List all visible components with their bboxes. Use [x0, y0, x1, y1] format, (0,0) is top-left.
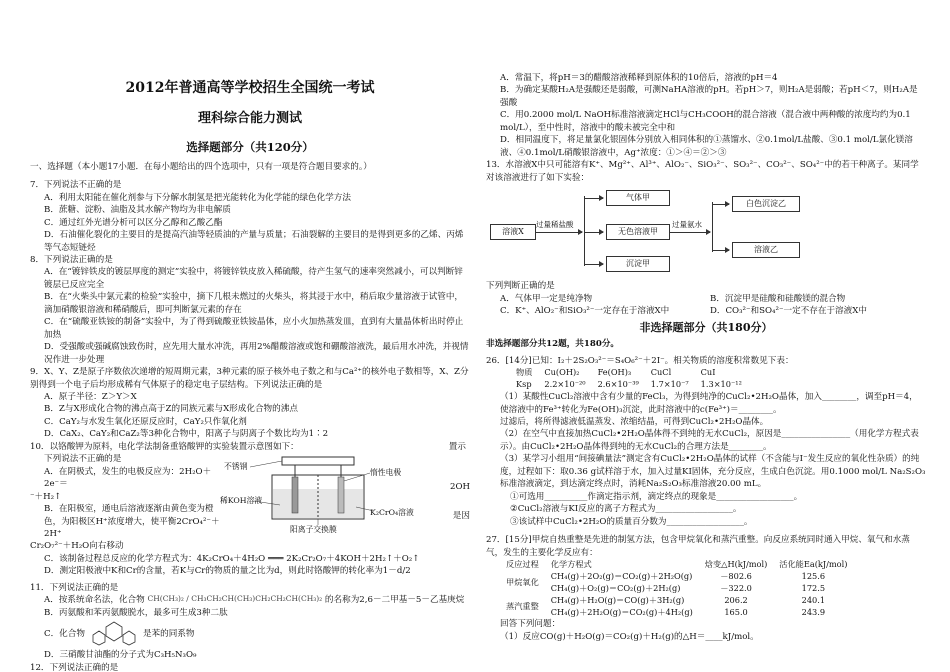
- ksp-cell: 1.7×10⁻⁷: [650, 379, 689, 390]
- q9-stem: 9．X、Y、Z是原子序数依次递增的短周期元素，3种元素的原子核外电子数之和与Ca²⁺的核外电子数相等，X、Z分别得到一个电子后均形成稀有气体原子的稳定电子层结构。下列说法正确的是: [30, 367, 469, 390]
- q13-option-b: B．沉淀甲是硅酸和硅酸镁的混合物: [710, 293, 846, 304]
- q13-question: 下列判断正确的是: [486, 281, 555, 292]
- cell-label-left-solution: 稀KOH溶液: [220, 496, 263, 506]
- ksp-table-header: [510, 367, 748, 379]
- q12-option-d: D．相同温度下，将足量氯化银固体分别放入相同体积的①蒸馏水、②0.1mol/L盐酸、③0.1 mol/L氯化镁溶液、④0.1mol/L硝酸银溶液中，Ag⁺浓度：①＞④＝②＞③: [500, 135, 913, 158]
- ksp-table: [510, 367, 748, 391]
- q8-option-a: A．在“镀锌铁皮的镀层厚度的测定”实验中，将镀锌铁皮放入稀硫酸，待产生氢气的速率突然减小，可以判断锌镀层已反应完全: [44, 267, 463, 290]
- q9-option-c: C．CaY₂与水发生氧化还原反应时，CaY₂只作氧化剂: [44, 416, 247, 427]
- ksp-header-cell: 物质: [516, 367, 533, 378]
- flow-arrow-gas: [585, 198, 603, 199]
- q10-stem: 10．以铬酸钾为原料，电化学法制备重铬酸钾的实验装置示意图如下：: [30, 441, 299, 452]
- flow-box-colorless-solution: 无色溶液甲: [606, 224, 670, 240]
- section-nonchoice-note: 非选择题部分共12题，共180分。: [486, 339, 620, 350]
- q9-option-a: A．原子半径：Z＞Y＞X: [44, 391, 137, 402]
- reaction-table-row: [500, 583, 853, 595]
- q13-option-c: C．K⁺、AlO₂⁻和SiO₃²⁻一定存在于溶液X中: [500, 305, 670, 316]
- q10-option-b-cont: Cr₂O₇²⁻＋H₂O向右移动: [30, 541, 124, 552]
- q9-option-b: B．Z与X形成化合物的沸点高于Z的同族元素与X形成化合物的沸点: [44, 404, 298, 415]
- q8-option-d: D．受强酸或强碱腐蚀致伤时，应先用大量水冲洗，再用2%醋酸溶液或饱和硼酸溶液洗，最后用水冲洗，并视情况作进一步处理: [44, 342, 469, 365]
- q10-overflow-3: 是因: [452, 510, 470, 521]
- q13-options-row-2: [486, 305, 926, 317]
- q12-stem: 12．下列说法正确的是: [30, 662, 119, 672]
- flow-branch-line: [584, 196, 585, 266]
- flow-arrow-2-label: 过量氨水: [672, 220, 702, 230]
- q10-option-a-cont: ⁻＋H₂↑: [30, 491, 62, 502]
- q26-part-1: （1）某酸性CuCl₂溶液中含有少量的FeCl₃，为得到纯净的CuCl₂•2H₂O晶体，加入________，调至pH＝4，使溶液中的Fe³⁺转化为Fe(OH)₃沉淀，此时溶液中的c(Fe³⁺)＝________。: [500, 392, 918, 415]
- q11-option-d: D．三硝酸甘油酯的分子式为C₃H₅N₃O₉: [44, 650, 197, 661]
- flow-arrow-2: [670, 232, 710, 233]
- rxn-equation: CH₄(g)＋2O₂(g)＝CO₂(g)＋2H₂O(g): [550, 570, 693, 581]
- cell-label-membrane: 阳离子交换膜: [290, 525, 337, 535]
- q13-option-d: D．CO₃²⁻和SO₄²⁻一定不存在于溶液X中: [710, 305, 867, 316]
- q13-stem: 13．水溶液X中只可能溶有K⁺、Mg²⁺、Al³⁺、AlO₂⁻、SiO₃²⁻、SO₃²⁻、CO₃²⁻、SO₄²⁻中的若干种离子。某同学对该溶液进行了如下实验：: [486, 160, 919, 183]
- q26-part-3b: ②CuCl₂溶液与KI反应的离子方程式为__________________。: [510, 504, 742, 515]
- q11-option-c-text-2: 是苯的同系物: [142, 628, 195, 639]
- ksp-cell: 2.2×10⁻²⁰: [544, 379, 586, 390]
- q11-molecule-formula: CH(CH₃)₂ / CH₃CH₂CH(CH₃)CH₂CH₂CH(CH₃)₂: [147, 594, 323, 604]
- rxn-header-cell: 焓变△H(kJ/mol): [704, 558, 768, 569]
- flow-arrow-precipitate: [585, 264, 603, 265]
- q8-stem: 8．下列说法正确的是: [30, 254, 113, 265]
- rxn-equation: CH₄(g)＋H₂O(g)＝CO(g)＋3H₂(g): [550, 594, 685, 605]
- rxn-group-label: 甲烷氧化: [506, 576, 539, 587]
- q11-option-c-text: C．化合物: [44, 628, 85, 639]
- exam-title: 2012年普通高等学校招生全国统一考试: [125, 80, 375, 96]
- rxn-header-cell: 化学方程式: [550, 558, 592, 569]
- q9-option-d: D．CaX₂、CaY₂和CaZ₂等3种化合物中，阳离子与阴离子个数比均为1∶2: [44, 429, 329, 440]
- reaction-table-row: [500, 595, 853, 607]
- cell-label-right-electrode: 惰性电极: [370, 468, 402, 478]
- q11-option-b: B．丙氨酸和苯丙氨酸脱水，最多可生成3种二肽: [44, 607, 228, 618]
- q27-stem: 27．[15分]甲烷自热重整是先进的制氢方法，包含甲烷氧化和蒸汽重整。向反应系统同时通入甲烷、氧气和水蒸气，发生的主要化学反应有：: [486, 535, 910, 558]
- flow-arrow-1: [536, 232, 582, 233]
- exam-subtitle: 理科综合能力测试: [197, 111, 302, 127]
- q12-option-a: A．常温下，将pH＝3的醋酸溶液稀释到原体积的10倍后，溶液的pH＝4: [500, 73, 778, 83]
- rxn-activation: 172.5: [801, 582, 826, 593]
- q7-option-c: C．通过红外光谱分析可以区分乙醇和乙酸乙酯: [44, 217, 223, 228]
- q8-option-b: B．在“火柴头中氯元素的检验”实验中，摘下几根未燃过的火柴头，将其浸于水中，稍后取少量溶液于试管中，滴加硝酸银溶液和稀硝酸后，即可判断氯元素的存在: [44, 292, 464, 315]
- flow-box-solution-b: 溶液乙: [732, 242, 800, 258]
- q13-option-a: A．气体甲一定是纯净物: [500, 293, 593, 304]
- rxn-enthalpy: －322.0: [720, 582, 752, 593]
- reaction-table-row: [500, 607, 853, 619]
- q10-overflow-2: 2OH: [449, 482, 470, 493]
- q8-option-c: C．在“硫酸亚铁铵的制备”实验中，为了得到硫酸亚铁铵晶体，应小火加热蒸发皿，直到有大量晶体析出时停止加热: [44, 317, 464, 340]
- ksp-header-cell: Cu(OH)₂: [544, 367, 580, 378]
- rxn-group-label: 蒸汽重整: [506, 600, 539, 611]
- q13-flowchart: [486, 186, 926, 278]
- q26-part-2: （2）在空气中直接加热CuCl₂•2H₂O晶体得不到纯的无水CuCl₂，原因是________________（用化学方程式表示）。由CuCl₂•2H₂O晶体得到纯的无水CuCl₂的合理方法是________。: [500, 429, 919, 452]
- reaction-table-header: [500, 559, 853, 571]
- flow-box-gas-a: 气体甲: [606, 190, 670, 206]
- q12-option-c: C．用0.2000 mol/L NaOH标准溶液滴定HCl与CH₃COOH的混合溶液（混合液中两种酸的浓度均约为0.1 mol/L），至中性时，溶液中的酸未被完全中和: [500, 110, 911, 133]
- section-nonchoice-title: 非选择题部分（共180分）: [639, 321, 773, 335]
- flow-arrow-white-ppt: [713, 204, 729, 205]
- q27-answer-prompt: 回答下列问题：: [500, 619, 561, 630]
- flow-arrow-solution-b: [713, 250, 729, 251]
- left-column: [30, 70, 470, 672]
- q26-part-1b: 过滤后，将所得滤液低温蒸发、浓缩结晶，可得到CuCl₂•2H₂O晶体。: [500, 416, 769, 427]
- ksp-header-cell: Fe(OH)₃: [597, 367, 632, 378]
- ksp-header-cell: CuCl: [650, 367, 672, 378]
- q26-stem: 26．[14分]已知：I₂＋2S₂O₃²⁻＝S₄O₆²⁻＋2I⁻。相关物质的溶度积常数见下表：: [486, 355, 794, 366]
- q10-option-d: D．测定阳极液中K和Cr的含量，若K与Cr的物质的量之比为d，则此时铬酸钾的转化率为1－d/2: [44, 566, 411, 577]
- q13-options-row-1: [486, 293, 926, 305]
- reaction-table-row: [500, 571, 853, 583]
- flow-arrow-1-label: 过量稀盐酸: [536, 220, 574, 230]
- right-column: [486, 72, 926, 643]
- q10-question: 下列说法不正确的是: [44, 454, 122, 465]
- flow-branch-line-2: [712, 202, 713, 252]
- q7-option-d: D．石油催化裂化的主要目的是提高汽油等轻质油的产量与质量；石油裂解的主要目的是得到更多的乙烯、丙烯等气态短链烃: [44, 230, 464, 253]
- section-choice-note: 一、选择题（本小题17小题．在每小题给出的四个选项中，只有一项是符合题目要求的。）: [30, 161, 372, 172]
- flow-box-precipitate-a: 沉淀甲: [606, 256, 670, 272]
- q26-part-3c: ③该试样中CuCl₂•2H₂O的质量百分数为__________________。: [510, 516, 753, 527]
- q7-option-b: B．蔗糖、淀粉、油脂及其水解产物均为非电解质: [44, 205, 231, 216]
- rxn-equation: CH₄(g)＋2H₂O(g)＝CO₂(g)＋4H₂(g): [550, 606, 693, 617]
- rxn-header-cell: 反应过程: [506, 558, 539, 569]
- q12-option-b: B．为确定某酸H₂A是强酸还是弱酸，可测NaHA溶液的pH。若pH＞7，则H₂A是弱酸；若pH＜7，则H₂A是强酸: [500, 85, 918, 108]
- reaction-table: [500, 559, 853, 618]
- q26-part-3: （3）某学习小组用“间接碘量法”测定含有CuCl₂•2H₂O晶体的试样（不含能与I⁻发生反应的氧化性杂质）的纯度，过程如下：取0.36 g试样溶于水，加入过量KI固体，充分反应，生成白色沉淀。用0.1000 mol/L Na₂S₂O₃标准溶液滴定，到达滴定终点时，消耗Na₂S₂O₃标准溶液20.00 mL。: [500, 454, 926, 490]
- rxn-equation: CH₄(g)＋O₂(g)＝CO₂(g)＋2H₂(g): [550, 582, 681, 593]
- section-choice-title: 选择题部分（共120分）: [186, 140, 314, 155]
- rxn-enthalpy: －802.6: [720, 570, 752, 581]
- ksp-header-cell: CuI: [700, 367, 716, 378]
- q10-overflow-1: 置示: [448, 441, 466, 452]
- q11-option-a: [30, 594, 470, 606]
- flow-arrow-colorless: [585, 232, 603, 233]
- ksp-table-row: [510, 379, 748, 391]
- q11-option-a-text: A．按系统命名法，化合物: [44, 595, 145, 606]
- flow-box-solution-x: 溶液X: [490, 224, 536, 240]
- q10-option-c: C．该制备过程总反应的化学方程式为：4K₂CrO₄＋4H₂O ═══ 2K₂Cr₂O₇＋4KOH＋2H₂↑＋O₂↑: [44, 553, 420, 564]
- electrolysis-cell-figure: [220, 453, 430, 535]
- cell-label-right-solution: K₂CrO₄溶液: [370, 508, 414, 518]
- rxn-activation: 125.6: [801, 570, 826, 581]
- cell-label-left-electrode: 不锈钢: [224, 462, 248, 472]
- ksp-cell: Ksp: [516, 379, 532, 390]
- q7-stem: 7．下列说法不正确的是: [30, 180, 122, 191]
- q26-part-3a: ①可选用__________作滴定指示剂，滴定终点的现象是__________________。: [510, 491, 803, 502]
- ksp-cell: 1.3×10⁻¹²: [700, 379, 742, 390]
- q10-option-a: A．在阴极式，发生的电极反应为：2H₂O＋2e⁻＝: [44, 466, 212, 490]
- q27-part-1: （1）反应CO(g)＋H₂O(g)＝CO₂(g)＋H₂(g)的△H＝____kJ/mol。: [500, 631, 759, 642]
- rxn-header-cell: 活化能Ea(kJ/mol): [779, 558, 848, 569]
- rxn-activation: 243.9: [801, 606, 826, 617]
- q11-stem: 11．下列说法正确的是: [30, 582, 119, 593]
- flow-box-white-precipitate: 白色沉淀乙: [732, 196, 800, 212]
- q10-option-b: B．在阳极室，通电后溶液逐渐由黄色变为橙色，为阳极区H⁺浓度增大，使平衡2CrO₄²⁻＋2H⁺: [44, 504, 220, 539]
- rxn-activation: 240.1: [801, 594, 826, 605]
- rxn-enthalpy: 165.0: [724, 606, 748, 617]
- q7-option-a: A．利用太阳能在催化剂参与下分解水制氢是把光能转化为化学能的绿色化学方法: [44, 192, 351, 203]
- rxn-enthalpy: 206.2: [724, 594, 748, 605]
- electrolysis-cell-diagram: [220, 453, 430, 535]
- q11-option-a-text-2: 的名称为2,6－二甲基－5－乙基庚烷: [324, 595, 465, 606]
- ksp-cell: 2.6×10⁻³⁹: [597, 379, 639, 390]
- triphenylmethane-structure-icon: [91, 619, 137, 649]
- q11-option-c: [30, 619, 470, 649]
